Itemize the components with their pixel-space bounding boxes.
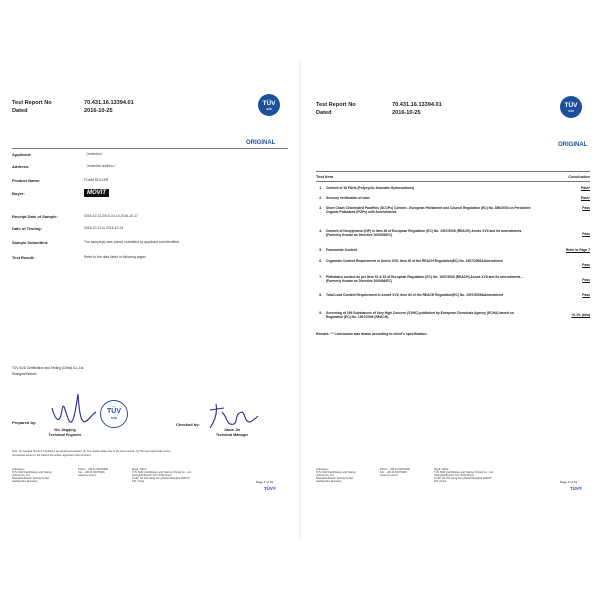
remark-text: Remark: '*' Conclusion was drawn according to client's specification. (316, 332, 428, 336)
header-divider (12, 148, 288, 149)
address-label: Address: (12, 164, 30, 169)
checked-by-label: Checked by: (176, 422, 200, 427)
footer-phone-col: Phone : +86 21 60376300 Fax : +86 21 60376345 www.tuv-sud.cn (380, 468, 410, 477)
page-number: Page 1 of 19 (256, 480, 274, 484)
testing-date-label: Date of Testing: (12, 226, 42, 231)
report-no-value: 70.431.16.13394.01 (392, 102, 442, 108)
prepared-name: Wu Jingqing (54, 428, 76, 432)
sample-submitted-label: Sample Submitted: (12, 240, 49, 245)
test-result-value: Refer to the data listed in following pages (84, 255, 147, 259)
company-branch: Shanghai Branch (12, 372, 37, 376)
tuv-sud-logo-icon: TÜV SÜD (560, 96, 582, 118)
tuv-seal-icon: TÜV SÜD (100, 400, 128, 428)
prepared-signature-icon (48, 388, 98, 430)
dated-label: Dated (316, 110, 332, 116)
checked-name: Jiasin Jin (223, 428, 241, 432)
page-number: Page 2 of 19 (560, 480, 578, 484)
report-no-value: 70.431.16.13394.01 (84, 100, 134, 106)
receipt-date-label: Receipt Date of Sample: (12, 214, 58, 219)
dated-label: Dated (12, 108, 28, 114)
company-name: TÜV SÜD Certification and Testing (China) Co.,Ltd. (12, 366, 85, 370)
footer-lab-col: Laboratory: TÜV SÜD Certification and Testing (China) Co.,Ltd. Shanghai Branch Testing Center Hardgoods Laboratory (316, 468, 356, 483)
table-top-rule (316, 171, 590, 172)
checked-title: Technical Manager (215, 433, 249, 437)
prepared-title: Technical Engineer (48, 433, 82, 437)
product-name-label: Product Name: (12, 178, 41, 183)
page-fold-divider (297, 60, 303, 540)
report-no-label: Test Report No (316, 102, 356, 108)
test-result-label: Test Result: (12, 255, 35, 260)
buyer-logo: MOVIT (84, 189, 109, 197)
buyer-label: Buyer: (12, 191, 25, 196)
testing-date-value: 2016-10-12 to 2016-10-24 (84, 226, 124, 230)
report-page-1 (4, 88, 296, 510)
address-value: （redacted address） (84, 164, 118, 168)
dated-value: 2016-10-25 (392, 110, 421, 116)
tuv-mark-icon: TÜV® (570, 486, 583, 491)
test-item-header: Test Item (316, 174, 334, 179)
applicant-value: （redacted） (84, 152, 105, 156)
receipt-date-value: 2016-10-12,2016-10-14,2016-10-17 (84, 214, 138, 218)
product-name-value: FOAM ROLLER (84, 178, 109, 182)
note-line-2: reproduced except in full without the written approval of the company. (12, 454, 92, 457)
table-header-rule (316, 181, 590, 182)
applicant-label: Applicant: (12, 152, 32, 157)
tuv-sud-logo-icon: TÜV SÜD (258, 94, 280, 116)
footer-lab-col: Laboratory: TÜV SÜD Certification and Testing (China) Co.,Ltd. Shanghai Branch Testing Center Hardgoods Laboratory (12, 468, 52, 483)
tuv-mark-icon: TÜV® (264, 486, 277, 491)
original-stamp: ORIGINAL (558, 142, 588, 148)
original-stamp: ORIGINAL (246, 140, 276, 146)
footer-office-col: Regd. Office: TÜV SÜD Certification and Testing (China) Co., Ltd. Shanghai Branch TÜV SÜD China 3-13F, No.151 Heng Tong Road Shanghai 200070 P.R. China (132, 468, 192, 483)
footer-office-col: Regd. Office: TÜV SÜD Certification and Testing (China) Co., Ltd. Shanghai Branch TÜV SÜD China 3-13F, No.151 Heng Tong Road Shanghai 200070 P.R. China (434, 468, 494, 483)
prepared-by-label: Prepared by: (12, 420, 37, 425)
conclusion-header: Conclusion (568, 174, 590, 179)
footer-phone-col: Phone : +86 21 60376300 Fax : +86 21 60376345 www.tuv-sud.cn (78, 468, 108, 477)
dated-value: 2016-10-25 (84, 108, 113, 114)
report-page-2: Test Report No 70.431.16.13394.01 Dated 2016-10-25 TÜV SÜD ORIGINAL Test Item Conclusion 1. Content of 18 PAHs (Polycyclic Aromatic Hydrocarbons) Pass* 2. Sensory verification of odor Pass* 3. Short Chain Chlorinated Paraffins (SCCPs) Content - European Parliament and Council Regulation (EC) No. 850/2004 on Persistent Organic Pollutants (POPs) with Amendments Pass 4. Content of Nonylphenol (NP) in Item 46 of European Regulation (EC) No. 1907/2006 (REACH) Annex XVII and its amendments (Formerly Known as Directive 2005/53/EC) Pass 5. Formamide Content Refer to Page 7 6. Organotin Content Requirement in Annex XVII, Item 20 of the REACH Regulation(EC) No. 1907/2006&Amendment Pass 7. Phthalates content as per Item 51 & 52 of European Regulation (EC) No. 1907/2006 (REACH) Annex XVII and its amendments – (Formerly Known as Directive 2005/84/EC) Pass 8. Total Lead Content Requirement in Annex XVII, Item 63 of the REACH Regulation(EC) No. 1907/2006&Amendment Pass 9. Screening of 169 Substances of Very High Concern (SVHC) published by European Chemicals Agency (ECHA) based on Regulation (EC) No. 1907/2006 (REACH). <0.1% (w/w) Remark: '*' Conclusion was drawn according to client's specification. Laboratory: TÜV SÜD Certification and Testing (China) Co.,Ltd. Shanghai Branch Testing Center Hardgoods Laboratory Phone : +86 21 60376300 Fax : +86 21 60376345 www.tuv-sud.cn Regd. Office: TÜV SÜD Certification and Testing (China) Co., Ltd. Shanghai Branch TÜV SÜD China 3-13F, No.151 Heng Tong Road Shanghai 200070 P.R. China Page 2 of 19 TÜV® (304, 88, 596, 510)
note-line-1: Note: (1) General Terms & Conditions as mentioned overleaf. (2) The results relate only to the items tested. (3) The test report shall not be (12, 450, 171, 453)
sample-submitted-value: The sample(s) was (were) submitted by applicant and identified. (84, 240, 180, 244)
report-no-label: Test Report No (12, 100, 52, 106)
